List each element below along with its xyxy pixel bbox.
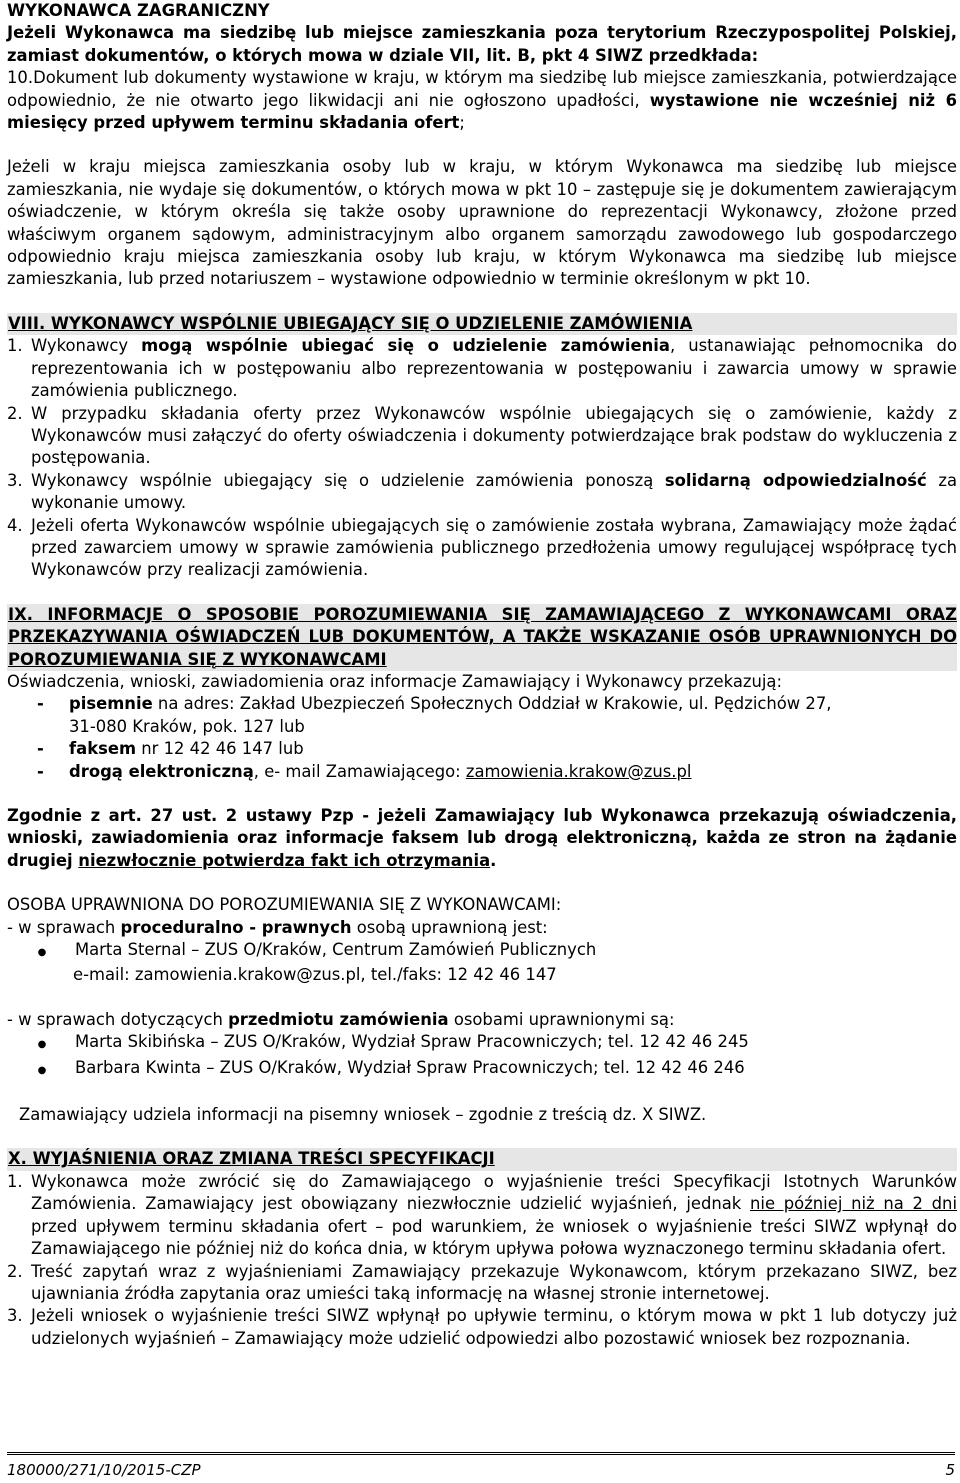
foreign-item-10: 10.Dokument lub dokumenty wystawione w kraju, w którym ma siedzibę lub miejsce zamieszkania, potwierdzające odpowiednio, że nie otwarto jego likwidacji ani nie ogłoszono upadłości, wystawione nie wcześniej niż 6 miesięcy przed upływem terminu składania ofert; <box>7 68 957 133</box>
procedural-line: - w sprawach proceduralno - prawnych osobą uprawnioną jest: <box>7 917 548 937</box>
list-item: 4. Jeżeli oferta Wykonawców wspólnie ubiegających się o zamówienie została wybrana, Zamawiający może żądać przed zawarciem umowy w sprawie zamówienia publicznego przedłożenia umowy regulującej współpracę tych Wykonawców przy realizacji zamówienia. <box>7 515 957 580</box>
ix-intro: Oświadczenia, wnioski, zawiadomienia oraz informacje Zamawiający i Wykonawcy przekazują: <box>7 671 782 691</box>
ix-note: Zamawiający udziela informacji na pisemny wniosek – zgodnie z treścią dz. X SIWZ. <box>19 1105 707 1125</box>
contact-line: e-mail: zamowienia.krakow@zus.pl, tel./faks: 12 42 46 147 <box>73 965 557 985</box>
list-item: - faksem nr 12 42 46 147 lub <box>37 739 304 759</box>
document-page <box>7 0 957 1350</box>
page-footer <box>7 1459 955 1481</box>
foreign-intro: Jeżeli Wykonawca ma siedzibę lub miejsce zamieszkania poza terytorium Rzeczypospolitej Polskiej, zamiast dokumentów, o których mowa w dziale VII, lit. B, pkt 4 SIWZ przedkłada: <box>7 23 957 65</box>
section-heading-viii: VIII. WYKONAWCY WSPÓLNIE UBIEGAJĄCY SIĘ O UDZIELENIE ZAMÓWIENIA <box>7 313 957 335</box>
ix-rule: Zgodnie z art. 27 ust. 2 ustawy Pzp - jeżeli Zamawiający lub Wykonawca przekazują oświadczenia, wnioski, zawiadomienia oraz informacje faksem lub drogą elektroniczną, każda ze stron na żądanie drugiej niezwłocznie potwierdza fakt ich otrzymania. <box>7 806 957 870</box>
section-heading-foreign: WYKONAWCA ZAGRANICZNY <box>7 1 270 20</box>
list-item: 2. W przypadku składania oferty przez Wykonawców wspólnie ubiegających się o zamówienie, każdy z Wykonawców musi załączyć do oferty oświadczenia i dokumenty potwierdzające brak podstaw do wykluczenia z postępowania. <box>7 403 957 468</box>
persons-heading: OSOBA UPRAWNIONA DO POROZUMIEWANIA SIĘ Z WYKONAWCAMI: <box>7 895 562 915</box>
list-item: ● Marta Skibińska – ZUS O/Kraków, Wydział Spraw Pracowniczych; tel. 12 42 46 245 <box>7 1031 957 1056</box>
foreign-paragraph: Jeżeli w kraju miejsca zamieszkania osoby lub w kraju, w którym Wykonawca ma siedzibę lub miejsce zamieszkania, nie wydaje się dokumentów, o których mowa w pkt 10 – zastępuje się je dokumentem zawierającym oświadczenie, w którym określa się także osoby uprawnione do reprezentacji Wykonawcy, złożone przed właściwym organem sądowym, administracyjnym albo organem samorządu zawodowego lub gospodarczego odpowiednio kraju miejsca zamieszkania osoby lub kraju, w którym Wykonawca ma siedzibę lub miejsce zamieszkania, lub przed notariuszem – wystawione odpowiednio w terminie określonym w pkt 10. <box>7 157 957 289</box>
email-link[interactable]: zamowienia.krakow@zus.pl <box>465 761 692 781</box>
bullet-icon: ● <box>37 1039 47 1051</box>
section-heading-x: X. WYJAŚNIENIA ORAZ ZMIANA TREŚCI SPECYFIKACJI <box>7 1148 957 1170</box>
list-item: ● Barbara Kwinta – ZUS O/Kraków, Wydział Spraw Pracowniczych; tel. 12 42 46 246 <box>7 1057 957 1082</box>
section-heading-ix: IX. INFORMACJE O SPOSOBIE POROZUMIEWANIA SIĘ ZAMAWIAJĄCEGO Z WYKONAWCAMI ORAZ PRZEKAZYWANIA OŚWIADCZEŃ LUB DOKUMENTÓW, A TAKŻE WSKAZANIE OSÓB UPRAWNIONYCH DO POROZUMIEWANIA SIĘ Z WYKONAWCAMI <box>7 604 957 671</box>
list-item: - drogą elektroniczną, e- mail Zamawiającego: zamowienia.krakow@zus.pl <box>37 761 692 781</box>
post-address-line2: 31-080 Kraków, pok. 127 lub <box>69 716 305 736</box>
list-item: 1. Wykonawcy mogą wspólnie ubiegać się o udzielenie zamówienia, ustanawiając pełnomocnika do reprezentowania ich w postępowaniu albo reprezentowania w postępowaniu i zawarcia umowy w sprawie zamówienia publicznego. <box>7 336 957 401</box>
list-item: - pisemnie na adres: Zakład Ubezpieczeń Społecznych Oddział w Krakowie, ul. Pędzichów 27, <box>37 694 832 714</box>
list-item: 3. Jeżeli wniosek o wyjaśnienie treści SIWZ wpłynął po upływie terminu, o którym mowa w pkt 1 lub dotyczy już udzielonych wyjaśnień – Zamawiający może udzielić odpowiedzi albo pozostawić wniosek bez rozpoznania. <box>7 1306 957 1348</box>
footer-divider <box>7 1452 955 1455</box>
page-number: 5 <box>945 1461 955 1479</box>
list-item: 1. Wykonawca może zwrócić się do Zamawiającego o wyjaśnienie treści Specyfikacji Istotnych Warunków Zamówienia. Zamawiający jest obowiązany niezwłocznie udzielić wyjaśnień, jednak nie później niż na 2 dni przed upływem terminu składania ofert – pod warunkiem, że wniosek o wyjaśnienie treści SIWZ wpłynął do Zamawiającego nie później niż do końca dnia, w którym upływa połowa wyznaczonego terminu składania ofert. <box>7 1171 958 1259</box>
subject-line: - w sprawach dotyczących przedmiotu zamówienia osobami uprawnionymi są: <box>7 1009 675 1029</box>
list-item: 2. Treść zapytań wraz z wyjaśnieniami Zamawiający przekazuje Wykonawcom, którym przekazano SIWZ, bez ujawniania źródła zapytania oraz umieści taką informację na własnej stronie internetowej. <box>7 1261 957 1303</box>
document-reference: 180000/271/10/2015-CZP <box>7 1461 201 1479</box>
bullet-icon: ● <box>37 947 47 959</box>
list-item: ● Marta Sternal – ZUS O/Kraków, Centrum Zamówień Publicznych <box>7 939 957 964</box>
list-item: 3. Wykonawcy wspólnie ubiegający się o udzielenie zamówienia ponoszą solidarną odpowiedzialność za wykonanie umowy. <box>7 470 957 513</box>
bullet-icon: ● <box>37 1064 47 1076</box>
